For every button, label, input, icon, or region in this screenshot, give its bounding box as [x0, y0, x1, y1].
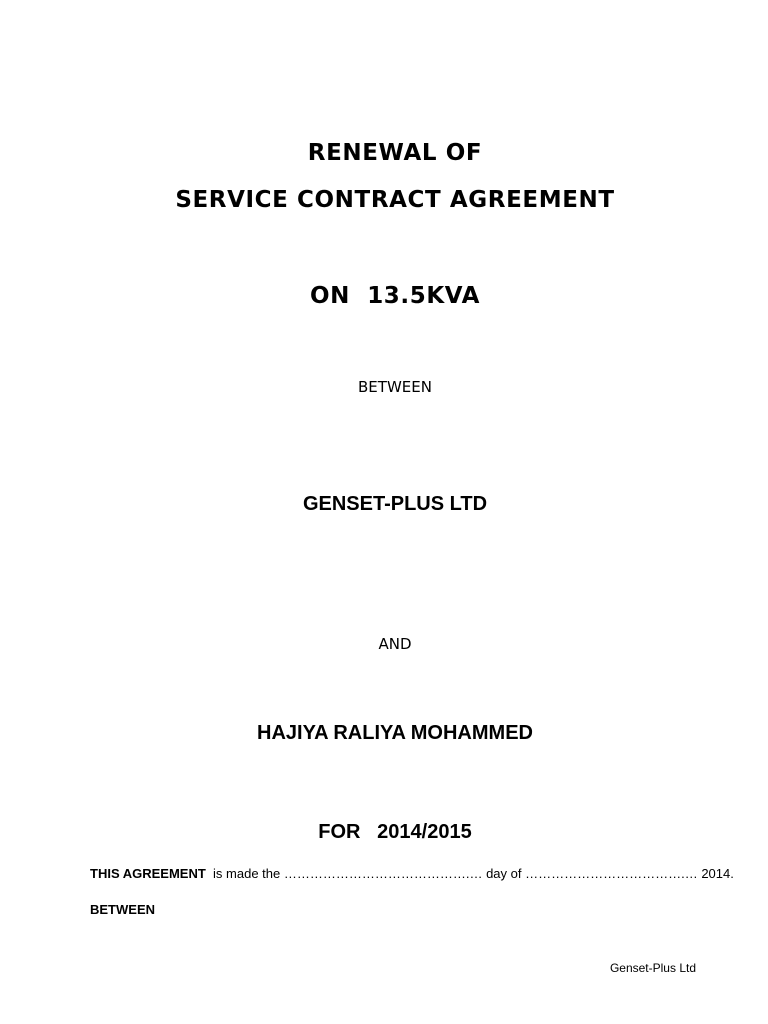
- agreement-lead: THIS AGREEMENT: [90, 866, 206, 881]
- agreement-between-label: BETWEEN: [90, 902, 155, 917]
- period: FOR 2014/2015: [318, 821, 472, 843]
- agreement-between: [90, 902, 155, 917]
- title-line-2: SERVICE CONTRACT AGREEMENT: [175, 187, 615, 213]
- between-label: BETWEEN: [358, 378, 432, 396]
- agreement-line: [90, 866, 734, 881]
- party-one: GENSET-PLUS LTD: [302, 493, 488, 515]
- agreement-text: is made the …………………………………….… day of ……………………………….… 2014.: [205, 866, 734, 881]
- party-two: HAJIYA RALIYA MOHAMMED: [257, 722, 533, 744]
- title-subject: ON 13.5KVA: [309, 283, 481, 309]
- page-footer: Genset-Plus Ltd: [609, 961, 696, 975]
- title-line-1: RENEWAL OF: [307, 140, 483, 166]
- and-label: AND: [378, 635, 412, 653]
